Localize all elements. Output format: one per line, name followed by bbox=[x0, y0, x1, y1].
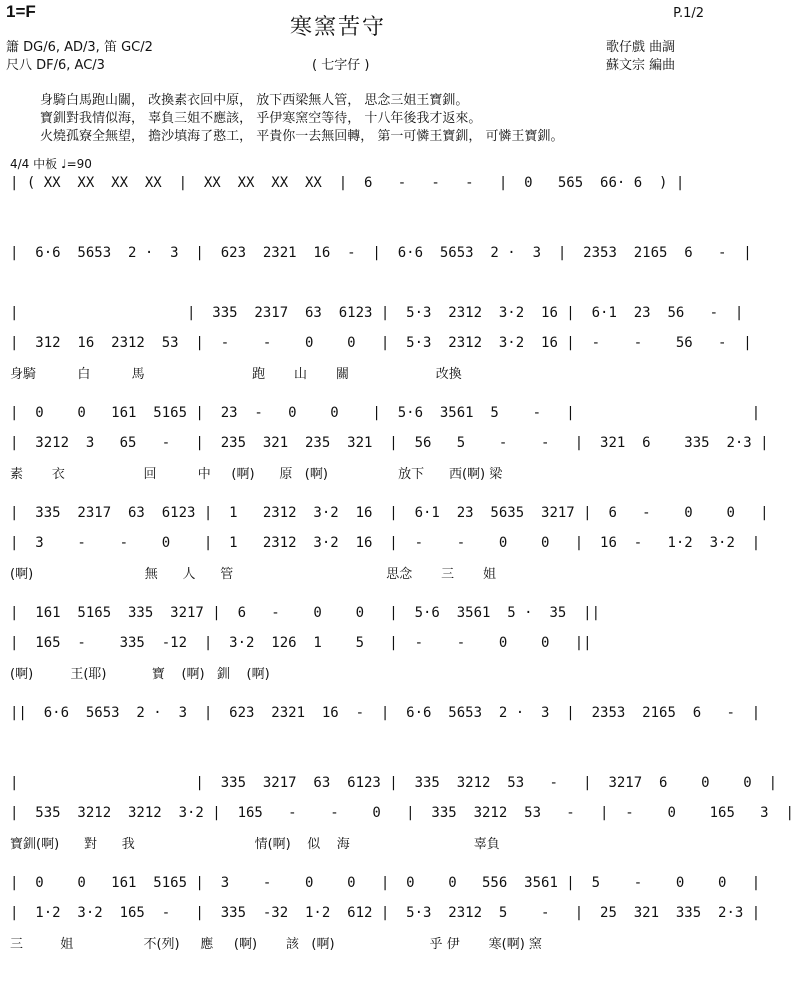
notation-lower: | 312 16 2312 53 | - - 0 0 | 5·3 2312 3·2 16 | - - 56 - | bbox=[10, 335, 752, 351]
verse-3: 火燒孤寮全無望， 擔沙填海了憨工， 平貴你一去無回轉， 第一可憐王寶釧， 可憐王寶釧。 bbox=[40, 129, 564, 144]
verse-2: 寶釧對我情似海， 辜負三姐不應該， 乎伊寒窯空等待， 十八年後我才返來。 bbox=[40, 111, 482, 126]
notation-lower: | 165 - 335 -12 | 3·2 126 1 5 | - - 0 0 || bbox=[10, 635, 592, 651]
verse-1: 身騎白馬跑山關， 改換素衣回中原， 放下西梁無人管， 思念三姐王寶釧。 bbox=[40, 93, 469, 108]
page-number: P.1/2 bbox=[673, 6, 704, 21]
notation-lower: | 535 3212 3212 3·2 | 165 - - 0 | 335 3212 53 - | - 0 165 3 | bbox=[10, 805, 794, 821]
notation-upper: | 6·6 5653 2 · 3 | 623 2321 16 - | 6·6 5653 2 · 3 | 2353 2165 6 - | bbox=[10, 245, 752, 261]
subtitle: ( 七字仔 ) bbox=[312, 58, 370, 73]
notation-upper: | 0 0 161 5165 | 3 - 0 0 | 0 0 556 3561 | 5 - 0 0 | bbox=[10, 875, 761, 891]
notation-upper: | 0 0 161 5165 | 23 - 0 0 | 5·6 3561 5 - | | bbox=[10, 405, 761, 421]
credit-tune: 歌仔戲 曲調 bbox=[606, 40, 676, 55]
credit-arranger: 蘇文宗 編曲 bbox=[606, 58, 676, 73]
notation-lower: | 1·2 3·2 165 - | 335 -32 1·2 612 | 5·3 2312 5 - | 25 321 335 2·3 | bbox=[10, 905, 761, 921]
lyric-line: 寶釧(啊) 對 我 情(啊) 似 海 辜負 bbox=[10, 837, 500, 852]
notation-lower: | 3212 3 65 - | 235 321 235 321 | 56 5 - - | 321 6 335 2·3 | bbox=[10, 435, 769, 451]
notation-lower: | 3 - - 0 | 1 2312 3·2 16 | - - 0 0 | 16 - 1·2 3·2 | bbox=[10, 535, 761, 551]
notation-upper: | 161 5165 335 3217 | 6 - 0 0 | 5·6 3561 5 · 35 || bbox=[10, 605, 601, 621]
lyric-line: (啊) 王(耶) 寶 (啊) 釧 (啊) bbox=[10, 667, 270, 682]
notation-upper: | ( XX XX XX XX | XX XX XX XX | 6 - - - | 0 565 66· 6 ) | bbox=[10, 175, 685, 191]
key-signature: 1=F bbox=[6, 2, 36, 21]
lyric-line: (啊) 無 人 管 思念 三 姐 bbox=[10, 567, 497, 582]
tempo-marking: 4/4 中板 ♩=90 bbox=[10, 157, 92, 171]
lyric-line: 素 衣 回 中 (啊) 原 (啊) 放下 西(啊) 梁 bbox=[10, 467, 503, 482]
tuning-line-2: 尺八 DF/6, AC/3 bbox=[6, 58, 105, 73]
lyric-line: 身騎 白 馬 跑 山 關 改換 bbox=[10, 367, 462, 382]
notation-upper: | | 335 3217 63 6123 | 335 3212 53 - | 3217 6 0 0 | bbox=[10, 775, 778, 791]
notation-upper: | 335 2317 63 6123 | 1 2312 3·2 16 | 6·1 23 5635 3217 | 6 - 0 0 | bbox=[10, 505, 769, 521]
lyric-line: 三 姐 不(列) 應 (啊) 該 (啊) 乎 伊 寒(啊) 窯 bbox=[10, 937, 542, 952]
notation-upper: || 6·6 5653 2 · 3 | 623 2321 16 - | 6·6 5653 2 · 3 | 2353 2165 6 - | bbox=[10, 705, 761, 721]
song-title: 寒窯苦守 bbox=[290, 15, 387, 40]
tuning-line-1: 簫 DG/6, AD/3, 笛 GC/2 bbox=[6, 40, 153, 55]
notation-upper: | | 335 2317 63 6123 | 5·3 2312 3·2 16 | 6·1 23 56 - | bbox=[10, 305, 744, 321]
